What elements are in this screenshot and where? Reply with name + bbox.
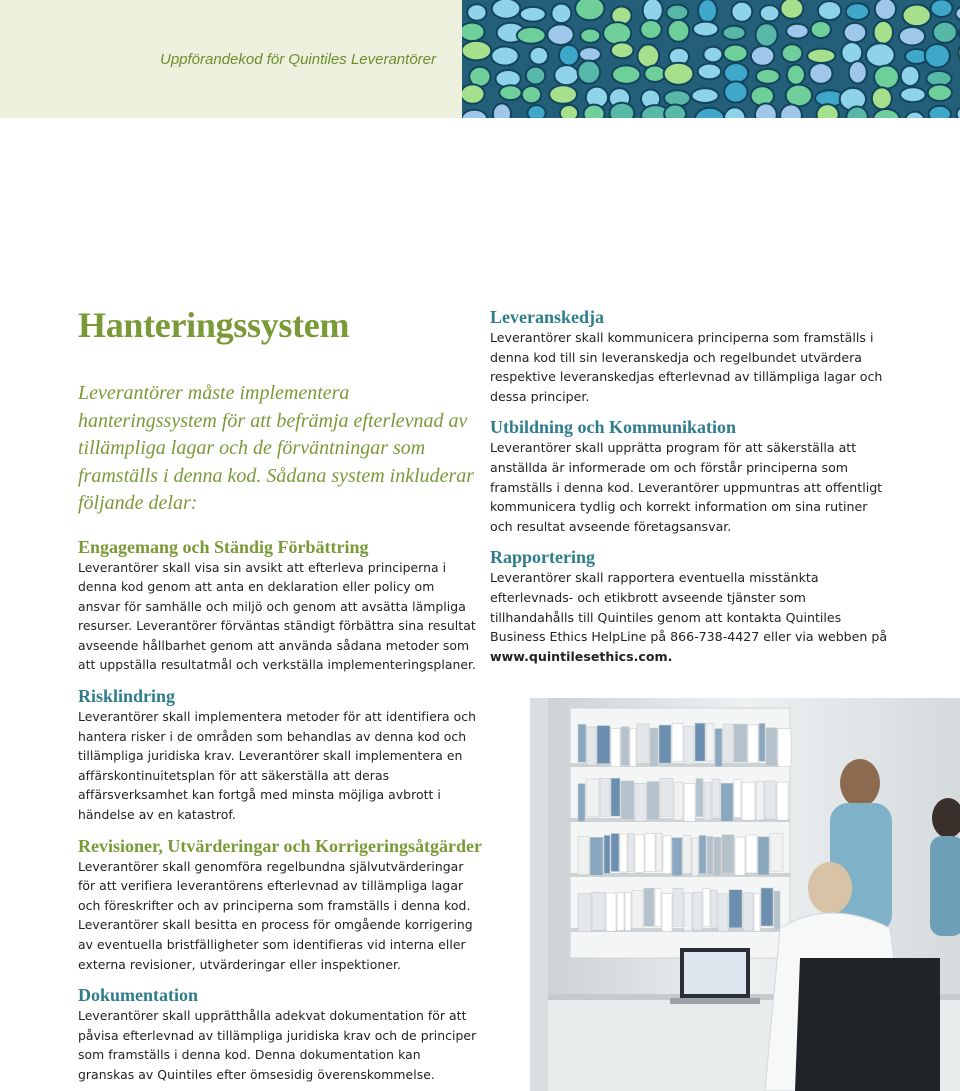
book-shape bbox=[707, 836, 713, 874]
cell-shape bbox=[929, 106, 951, 118]
book-shape bbox=[647, 782, 659, 820]
cell-shape bbox=[462, 84, 485, 103]
ethics-url-link[interactable]: www.quintilesethics.com. bbox=[490, 648, 673, 664]
cell-shape bbox=[751, 46, 774, 66]
section-engagemang bbox=[78, 536, 478, 676]
section-rapportering bbox=[490, 546, 890, 666]
cell-shape bbox=[817, 104, 839, 118]
cell-shape bbox=[580, 28, 600, 42]
book-shape bbox=[645, 834, 655, 872]
section-heading: Rapportering bbox=[490, 547, 595, 568]
book-shape bbox=[683, 836, 691, 874]
section-body: Leverantörer skall genomföra regelbundna självutvärderingar för att verifiera leverantörens efterlevnad av tillämpliga lagar och föreskrifter och av principerna som framställs i denna kod. Leverantörer skall besitta en process för omgående korrigering av eventuella bristfälligheter som identifieras vid interna eller externa revisioner, utvärderingar eller inspektioner. bbox=[78, 858, 473, 972]
book-shape bbox=[655, 888, 661, 926]
intro-text: Leverantörer måste implementera hanteringssystem för att befrämja efterlevnad av tillämpliga lagar och de förväntningar som framställs i denna kod. Sådana system inkluderar följande delar: bbox=[78, 382, 475, 514]
cell-shape bbox=[751, 86, 774, 105]
book-shape bbox=[592, 892, 605, 930]
cell-shape bbox=[522, 86, 541, 103]
book-shape bbox=[766, 728, 777, 766]
book-shape bbox=[656, 833, 662, 871]
cell-shape bbox=[462, 23, 485, 41]
cell-shape bbox=[780, 0, 803, 19]
book-shape bbox=[746, 835, 757, 873]
cell-shape bbox=[575, 0, 604, 20]
book-shape bbox=[659, 725, 671, 763]
cell-shape bbox=[691, 88, 718, 103]
cell-shape bbox=[643, 0, 663, 22]
book-shape bbox=[621, 781, 634, 819]
book-shape bbox=[635, 783, 646, 821]
cell-shape bbox=[462, 41, 491, 61]
cell-shape bbox=[928, 85, 952, 101]
cell-pattern-icon bbox=[462, 0, 960, 118]
cell-shape bbox=[723, 45, 747, 62]
section-body: Leverantörer skall visa sin avsikt att efterleva principerna i denna kod genom att anta en deklaration eller policy om ansvar för samhälle och miljö och genom att avsätta lämpliga resurser. Leverantörer förväntas ständigt förbättra sina resultat avseende hållbarhet genom att använda sådana metoder som att uppställa resultatmål och verkställa implementeringsplaner. bbox=[78, 559, 477, 673]
right-column bbox=[490, 306, 890, 676]
book-shape bbox=[754, 893, 760, 931]
cell-shape bbox=[786, 85, 812, 107]
cell-shape bbox=[875, 0, 896, 20]
cell-shape bbox=[724, 81, 747, 102]
book-shape bbox=[672, 838, 682, 876]
book-shape bbox=[578, 724, 586, 762]
cell-shape bbox=[780, 104, 802, 118]
cell-shape bbox=[560, 105, 578, 118]
book-shape bbox=[729, 890, 742, 928]
book-shape bbox=[630, 728, 636, 766]
book-shape bbox=[734, 724, 747, 762]
book-shape bbox=[743, 893, 753, 931]
book-shape bbox=[748, 725, 758, 763]
cell-shape bbox=[933, 22, 957, 43]
cell-shape bbox=[755, 103, 777, 118]
book-shape bbox=[712, 779, 720, 817]
cell-shape bbox=[668, 20, 690, 42]
rapportering-text: Leverantörer skall rapportera eventuella misstänkta efterlevnads- och etikbrott avseende tjänster som tillhandahålls till Quintiles genom att kontakta Quintiles Business Ethics HelpLine på 866-738-4427 eller via webben på bbox=[490, 570, 888, 645]
cell-shape bbox=[756, 69, 780, 84]
book-shape bbox=[684, 726, 694, 764]
book-shape bbox=[715, 729, 722, 767]
book-shape bbox=[632, 890, 643, 928]
header-band bbox=[0, 0, 462, 118]
cell-shape bbox=[786, 24, 808, 39]
cell-shape bbox=[844, 23, 867, 42]
book-shape bbox=[660, 778, 673, 816]
section-heading: Utbildning och Kommunikation bbox=[490, 417, 737, 438]
cell-shape bbox=[703, 47, 722, 63]
book-shape bbox=[620, 834, 627, 872]
book-shape bbox=[703, 888, 710, 926]
cell-shape bbox=[874, 21, 893, 44]
book-shape bbox=[756, 782, 764, 820]
book-shape bbox=[734, 779, 741, 817]
cell-shape bbox=[644, 66, 665, 82]
book-shape bbox=[714, 837, 721, 875]
book-shape bbox=[704, 782, 711, 820]
cell-shape bbox=[603, 22, 631, 44]
book-shape bbox=[765, 781, 776, 819]
cell-shape bbox=[698, 64, 722, 80]
cell-shape bbox=[724, 63, 748, 83]
cell-shape bbox=[579, 47, 601, 61]
cell-pattern-image bbox=[462, 0, 960, 118]
book-shape bbox=[650, 728, 658, 766]
section-dokumentation bbox=[78, 984, 478, 1084]
book-shape bbox=[590, 837, 603, 875]
cell-shape bbox=[637, 44, 659, 67]
cell-shape bbox=[846, 3, 869, 20]
book-shape bbox=[625, 893, 631, 931]
cell-shape bbox=[493, 103, 511, 118]
section-heading: Risklindring bbox=[78, 686, 176, 707]
cell-shape bbox=[849, 61, 867, 83]
office-people-photo bbox=[530, 698, 960, 1091]
cell-shape bbox=[554, 65, 578, 85]
cell-shape bbox=[578, 61, 601, 84]
cell-shape bbox=[874, 65, 899, 88]
section-utbildning bbox=[490, 416, 890, 536]
cell-shape bbox=[530, 47, 549, 65]
book-shape bbox=[586, 779, 599, 817]
cell-shape bbox=[782, 44, 803, 62]
book-shape bbox=[684, 783, 695, 821]
book-shape bbox=[587, 727, 596, 765]
book-shape bbox=[611, 833, 619, 871]
section-body: Leverantörer skall upprätta program för att säkerställa att anställda är informerade om och förstår principerna som framställs i denna kod. Leverantörer uppmuntras att offentligt kommunicera tydlig och korrekt information om sina rutiner och resultat avseende företagsansvar. bbox=[490, 440, 883, 534]
cell-shape bbox=[491, 46, 518, 65]
book-shape bbox=[692, 838, 698, 876]
book-shape bbox=[774, 891, 780, 929]
cell-shape bbox=[499, 85, 521, 100]
book-shape bbox=[684, 893, 692, 931]
book-shape bbox=[759, 723, 765, 761]
book-shape bbox=[721, 783, 733, 821]
section-risklindring bbox=[78, 685, 478, 825]
book-shape bbox=[758, 837, 769, 875]
cell-shape bbox=[520, 7, 546, 22]
book-shape bbox=[662, 894, 672, 932]
page-title: Hanteringssystem bbox=[78, 305, 350, 345]
cell-shape bbox=[760, 5, 780, 21]
cell-shape bbox=[640, 20, 661, 39]
cell-shape bbox=[900, 87, 926, 102]
cell-shape bbox=[755, 23, 777, 46]
cell-shape bbox=[698, 0, 717, 22]
book-shape bbox=[693, 892, 702, 930]
book-shape bbox=[696, 779, 703, 817]
left-column bbox=[78, 300, 482, 1091]
cell-shape bbox=[517, 27, 546, 44]
cell-shape bbox=[549, 85, 577, 104]
book-shape bbox=[770, 833, 783, 871]
cell-shape bbox=[666, 5, 688, 21]
section-body: Leverantörer skall implementera metoder för att identifiera och hantera risker i de områden som behandlas av denna kod och tillämpliga juridiska krav. Leverantörer skall implementera en affärskontinuitetsplan för att säkerställa att deras affärsverksamhet kan fortgå med minsta möjliga avbrott i händelse av en katastrof. bbox=[78, 709, 477, 823]
book-shape bbox=[674, 782, 683, 820]
section-heading: Revisioner, Utvärderingar och Korrigeringsåtgärder bbox=[78, 835, 482, 856]
book-shape bbox=[777, 782, 788, 820]
book-shape bbox=[597, 726, 610, 764]
book-shape bbox=[644, 888, 654, 926]
book-shape bbox=[761, 888, 773, 926]
book-shape bbox=[606, 893, 616, 931]
book-shape bbox=[578, 894, 591, 932]
section-body: Leverantörer skall kommunicera principerna som framställs i denna kod till sin leveranskedja och regelbundet utvärdera respektive leveranskedjas efterlevnad av tillämpliga lagar och dessa principer. bbox=[490, 330, 883, 404]
book-shape bbox=[611, 778, 620, 816]
cell-shape bbox=[931, 0, 953, 17]
section-heading: Engagemang och Ständig Förbättring bbox=[78, 536, 369, 557]
cell-shape bbox=[664, 63, 694, 85]
book-shape bbox=[604, 835, 610, 873]
book-shape bbox=[673, 888, 683, 926]
book-shape bbox=[718, 894, 728, 932]
cell-shape bbox=[809, 63, 832, 84]
cell-shape bbox=[547, 24, 573, 45]
cell-shape bbox=[492, 0, 521, 19]
cell-shape bbox=[901, 66, 920, 86]
cell-shape bbox=[559, 45, 579, 66]
cell-shape bbox=[526, 67, 545, 85]
cell-shape bbox=[551, 4, 571, 24]
book-shape bbox=[695, 723, 705, 761]
cell-shape bbox=[467, 4, 486, 20]
cell-shape bbox=[872, 87, 892, 109]
section-body bbox=[490, 568, 890, 666]
cell-shape bbox=[866, 43, 895, 66]
cell-shape bbox=[693, 22, 718, 37]
cell-shape bbox=[610, 103, 635, 118]
cell-shape bbox=[664, 105, 686, 118]
book-shape bbox=[578, 784, 585, 822]
cell-shape bbox=[584, 105, 605, 118]
book-shape bbox=[722, 835, 734, 873]
cell-shape bbox=[731, 2, 752, 22]
section-heading: Leveranskedja bbox=[490, 307, 604, 327]
book-shape bbox=[706, 723, 714, 761]
book-shape bbox=[617, 892, 624, 930]
cell-shape bbox=[807, 49, 835, 63]
header-title: Uppförandekod för Quintiles Leverantörer bbox=[160, 51, 436, 68]
book-shape bbox=[621, 727, 629, 765]
book-shape bbox=[742, 782, 755, 820]
cell-shape bbox=[818, 1, 841, 20]
book-shape bbox=[735, 837, 745, 875]
book-shape bbox=[637, 724, 649, 762]
cell-shape bbox=[903, 5, 931, 26]
book-shape bbox=[663, 836, 671, 874]
cell-shape bbox=[723, 26, 746, 40]
book-shape bbox=[611, 729, 620, 767]
book-shape bbox=[723, 724, 733, 762]
section-revisioner bbox=[78, 835, 482, 975]
section-heading: Dokumentation bbox=[78, 985, 199, 1006]
section-leveranskedja bbox=[490, 306, 890, 406]
book-shape bbox=[711, 890, 717, 928]
book-shape bbox=[578, 837, 589, 875]
cell-shape bbox=[787, 65, 805, 85]
cell-shape bbox=[612, 65, 640, 83]
book-shape bbox=[778, 729, 791, 767]
book-shape bbox=[628, 834, 634, 872]
cell-shape bbox=[527, 105, 545, 118]
book-shape bbox=[699, 835, 706, 873]
cell-shape bbox=[611, 42, 634, 58]
book-shape bbox=[635, 835, 644, 873]
cell-shape bbox=[899, 27, 925, 46]
book-shape bbox=[600, 778, 610, 816]
office-scene-icon bbox=[530, 698, 960, 1091]
cell-shape bbox=[811, 21, 831, 38]
book-shape bbox=[672, 724, 683, 762]
section-body: Leverantörer skall upprätthålla adekvat dokumentation för att påvisa efterlevnad av tillämpliga juridiska krav och de principer som framställs i denna kod. Denna dokumentation kan granskas av Quintiles efter ömsesidig överenskommelse. bbox=[78, 1008, 477, 1082]
cell-shape bbox=[925, 44, 950, 68]
